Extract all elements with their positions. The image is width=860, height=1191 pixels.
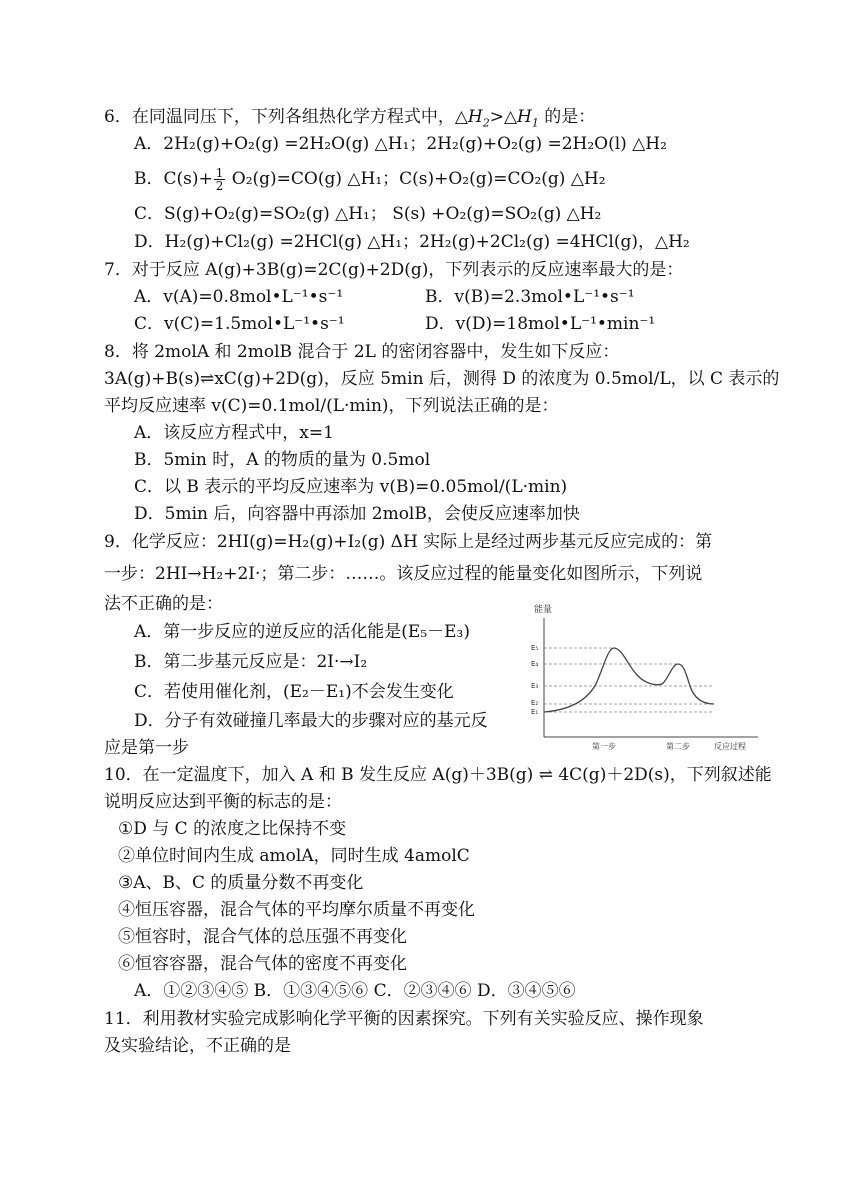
q8-option-d: D．5min 后，向容器中再添加 2molB，会使反应速率加快 (134, 504, 580, 524)
q9-option-c: C．若使用催化剂，(E₂－E₁)不会发生变化 (134, 682, 454, 702)
q6-option-b: B．C(s)+ $\frac{1}{2}$ O₂(g)=CO(g) △H₁；C(s)+O₂(g)=CO₂(g) △H₂ (134, 166, 606, 193)
q8-option-b: B．5min 时，A 的物质的量为 0.5mol (134, 450, 431, 470)
q9-line-3: 法不正确的是： (104, 594, 223, 614)
q10-condition: ④恒压容器，混合气体的平均摩尔质量不再变化 (118, 900, 475, 920)
q6-stem: 6．在同温同压下，下列各组热化学方程式中，$\triangle H_2>\triangle H_1$ 的是： (104, 107, 596, 130)
q6-fraction: $\frac{1}{2}$ (215, 166, 224, 193)
q9-line-1: 9．化学反应：2HI(g)=H₂(g)+I₂(g) ΔH 实际上是经过两步基元反应完成的：第 (104, 532, 713, 552)
q8-line-3: 平均反应速率 v(C)=0.1mol/(L·min)，下列说法正确的是： (104, 396, 559, 416)
q10-options: A．①②③④⑤ B．①③④⑤⑥ C．②③④⑥ D．③④⑤⑥ (134, 981, 576, 1001)
level-e1-label: E₁ (531, 708, 539, 716)
q10-condition: ②单位时间内生成 amolA，同时生成 4amolC (118, 846, 470, 866)
q10-line-1: 10．在一定温度下，加入 A 和 B 发生反应 A(g)＋3B(g) ⇌ 4C(g)＋2D(s)，下列叙述能 (104, 765, 772, 785)
q7-stem: 7．对于反应 A(g)+3B(g)=2C(g)+2D(g)，下列表示的反应速率最大的是： (104, 260, 684, 280)
figure-xlabel: 反应过程 (714, 742, 746, 751)
figure-step2-label: 第二步 (666, 742, 690, 751)
q7-option-d: D．v(D)=18mol•L⁻¹•min⁻¹ (425, 314, 656, 334)
q10-condition: ③A、B、C 的质量分数不再变化 (118, 873, 364, 893)
level-e2-label: E₂ (531, 699, 539, 707)
q10-condition: ⑤恒容时，混合气体的总压强不再变化 (118, 927, 407, 947)
level-e3-label: E₃ (531, 682, 539, 690)
figure-step1-label: 第一步 (592, 742, 616, 751)
q6-option-c: C．S(g)+O₂(g)=SO₂(g) △H₁； S(s) +O₂(g)=SO₂(g) △H₂ (134, 204, 602, 224)
q7-option-b: B．v(B)=2.3mol•L⁻¹•s⁻¹ (425, 287, 635, 307)
q7-option-a: A．v(A)=0.8mol•L⁻¹•s⁻¹ (134, 287, 344, 307)
q11-line-1: 11．利用教材实验完成影响化学平衡的因素探究。下列有关实验反应、操作现象 (104, 1009, 704, 1029)
figure-ylabel: 能量 (534, 605, 553, 615)
q9-option-d-line-2: 应是第一步 (104, 738, 189, 758)
energy-profile-svg (528, 600, 760, 752)
q9-line-2: 一步：2HI→H₂+2I·；第二步：……。该反应过程的能量变化如图所示，下列说 (104, 564, 703, 584)
level-e5-label: E₅ (531, 644, 539, 652)
q10-line-2: 说明反应达到平衡的标志的是： (104, 792, 342, 812)
q6-option-a: A．2H₂(g)+O₂(g) =2H₂O(g) △H₁；2H₂(g)+O₂(g) =2H₂O(l) △H₂ (134, 134, 667, 154)
q8-option-c: C．以 B 表示的平均反应速率为 v(B)=0.05mol/(L·min) (134, 477, 568, 497)
q10-condition: ⑥恒容容器，混合气体的密度不再变化 (118, 954, 407, 974)
q8-line-1: 8．将 2molA 和 2molB 混合于 2L 的密闭容器中，发生如下反应： (104, 342, 620, 362)
q7-option-c: C．v(C)=1.5mol•L⁻¹•s⁻¹ (134, 314, 345, 334)
q9-option-a: A．第一步反应的逆反应的活化能是(E₅－E₃) (134, 622, 470, 642)
q9-option-b: B．第二步基元反应是：2I·→I₂ (134, 652, 368, 672)
q8-option-a: A．该反应方程式中，x=1 (134, 423, 334, 443)
level-e4-label: E₄ (531, 660, 539, 668)
q6-option-d: D．H₂(g)+Cl₂(g) =2HCl(g) △H₁；2H₂(g)+2Cl₂(g) =4HCl(g)，△H₂ (134, 232, 690, 252)
q8-line-2: 3A(g)+B(s)⇌xC(g)+2D(g)，反应 5min 后，测得 D 的浓度为 0.5mol/L，以 C 表示的 (104, 369, 780, 389)
q10-condition: ①D 与 C 的浓度之比保持不变 (118, 819, 347, 839)
q9-option-d-line-1: D．分子有效碰撞几率最大的步骤对应的基元反 (134, 711, 488, 731)
q11-line-2: 及实验结论，不正确的是 (104, 1036, 291, 1056)
energy-profile-figure (528, 600, 760, 752)
reaction-energy-curve (544, 648, 714, 712)
